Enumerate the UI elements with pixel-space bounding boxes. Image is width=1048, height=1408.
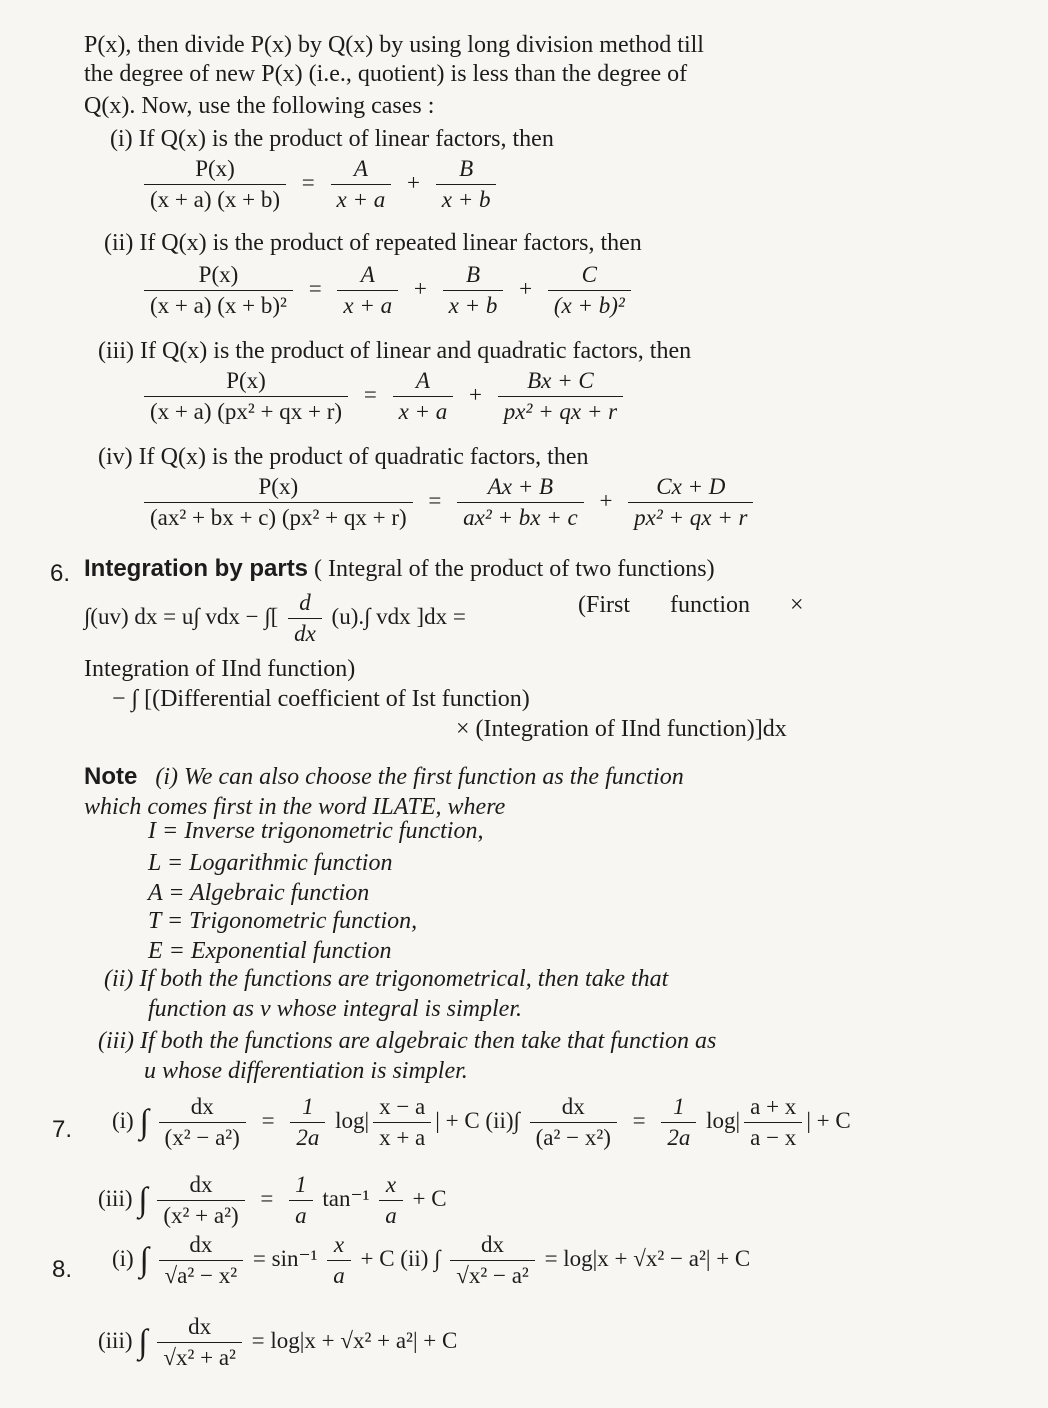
case-i-lhs: $\frac{P(x)}{(x + a) (x + b)}$ [144, 156, 286, 213]
note-iii-line-1: (iii) If both the functions are algebraic then take that function as [98, 1028, 717, 1054]
ilate-t: T = Trigonometric function, [148, 908, 418, 934]
case-i-label: (i) If Q(x) is the product of linear factors, then [110, 126, 554, 152]
section-7-number: 7. [52, 1116, 73, 1143]
section-6-title: Integration by parts [84, 555, 309, 582]
section-6-number: 6. [50, 560, 71, 587]
case-ii-term-a: $\frac{A}{x + a}$ [337, 262, 398, 319]
section-8-number: 8. [52, 1256, 73, 1283]
section-8-i-formula: (i) ∫ $\frac{dx}{\text{√a² − x²}}$ = sin⁻¹ $\frac{x}{a}$ + C (ii) ∫ $\frac{dx}{\text{√x² − a²}}$ = log|x + √x² − a²| + C [112, 1232, 751, 1288]
note-ii-line-1: (ii) If both the functions are trigonometrical, then take that [104, 966, 669, 992]
case-iv-label: (iv) If Q(x) is the product of quadratic factors, then [98, 444, 589, 470]
case-iv-lhs: $\frac{P(x)}{\text{(ax² + bx + c) (px² + qx + r)}}$ [144, 474, 413, 531]
section-6-derivative: $\frac{d}{dx}$ [288, 590, 322, 647]
ilate-l: L = Logarithmic function [148, 850, 393, 876]
case-iii-label: (iii) If Q(x) is the product of linear and quadratic factors, then [98, 338, 692, 364]
intro-line-1: P(x), then divide P(x) by Q(x) by using long division method till [84, 32, 704, 58]
section-6-line-2: Integration of IInd function) [84, 656, 356, 682]
case-iii-lhs: $\frac{P(x)}{\text{(x + a) (px² + qx + r)}}$ [144, 368, 348, 425]
note-label: Note [84, 763, 138, 790]
case-iii-term-a: $\frac{A}{x + a}$ [393, 368, 454, 425]
case-ii-label: (ii) If Q(x) is the product of repeated linear factors, then [104, 230, 642, 256]
case-iv-term-b: $\frac{Cx + D}{\text{px² + qx + r}}$ [628, 474, 753, 531]
case-iii-equation: $\frac{P(x)}{\text{(x + a) (px² + qx + r)}}$ = $\frac{A}{x + a}$ + $\frac{Bx + C}{\text{px² + qx + r}}$ [140, 368, 627, 425]
case-ii-term-c: $\frac{C}{\text{(x + b)²}}$ [548, 262, 631, 319]
section-6-formula-words: (First function × [578, 592, 804, 618]
ilate-a: A = Algebraic function [148, 880, 370, 906]
case-i-equation: $\frac{P(x)}{(x + a) (x + b)}$ = $\frac{A}{x + a}$ + $\frac{B}{x + b}$ [140, 156, 500, 213]
case-ii-lhs: $\frac{P(x)}{\text{(x + a) (x + b)²}}$ [144, 262, 293, 319]
case-ii-equation: $\frac{P(x)}{\text{(x + a) (x + b)²}}$ = $\frac{A}{x + a}$ + $\frac{B}{x + b}$ + $\frac{C}{\text{(x + b)²}}$ [140, 262, 635, 319]
intro-line-2: the degree of new P(x) (i.e., quotient) is less than the degree of [84, 61, 688, 87]
case-i-term-a: $\frac{A}{x + a}$ [331, 156, 392, 213]
section-6-formula: ∫(uv) dx = u∫ vdx − ∫[ $\frac{d}{dx}$ (u).∫ vdx ]dx = [84, 590, 466, 646]
section-6-line-4: × (Integration of IInd function)]dx [456, 716, 787, 742]
intro-line-3: Q(x). Now, use the following cases : [84, 93, 435, 119]
case-ii-term-b: $\frac{B}{x + b}$ [443, 262, 504, 319]
note-ii-line-2: function as v whose integral is simpler. [148, 996, 522, 1022]
section-7-iii-formula: (iii) ∫ $\frac{dx}{\text{(x² + a²)}}$ = $\frac{1}{a}$ tan⁻¹ $\frac{x}{a}$ + C [98, 1172, 447, 1228]
note-iii-line-2: u whose differentiation is simpler. [144, 1058, 468, 1084]
case-iv-equation: $\frac{P(x)}{\text{(ax² + bx + c) (px² + qx + r)}}$ = $\frac{Ax + B}{\text{ax² + bx + c}}$ + $\frac{Cx + D}{\text{px² + qx + r}}$ [140, 474, 757, 531]
case-i-term-b: $\frac{B}{x + b}$ [436, 156, 497, 213]
note-line-1: Note (i) We can also choose the first function as the function [84, 763, 684, 790]
section-8-iii-formula: (iii) ∫ $\frac{dx}{\text{√x² + a²}}$ = log|x + √x² + a²| + C [98, 1314, 458, 1370]
note-line-2: which comes first in the word ILATE, where [84, 794, 506, 820]
section-6-subtitle: ( Integral of the product of two functions) [314, 556, 715, 582]
section-6-heading [84, 556, 715, 582]
case-iv-term-a: $\frac{Ax + B}{\text{ax² + bx + c}}$ [457, 474, 584, 531]
ilate-e: E = Exponential function [148, 938, 392, 964]
case-iii-term-b: $\frac{Bx + C}{\text{px² + qx + r}}$ [498, 368, 623, 425]
ilate-i: I = Inverse trigonometric function, [148, 818, 484, 844]
section-6-line-3: − ∫ [(Differential coefficient of Ist function) [112, 686, 530, 712]
section-7-i-formula: (i) ∫ $\frac{dx}{\text{(x² − a²)}}$ = $\frac{1}{2a}$ log| $\frac{x - a}{x + a}$ | + C (ii)∫ $\frac{dx}{\text{(a² − x²)}}$ = $\frac{1}{2a}$ log| $\frac{a + x}{a - x}$ | + C [112, 1094, 851, 1150]
